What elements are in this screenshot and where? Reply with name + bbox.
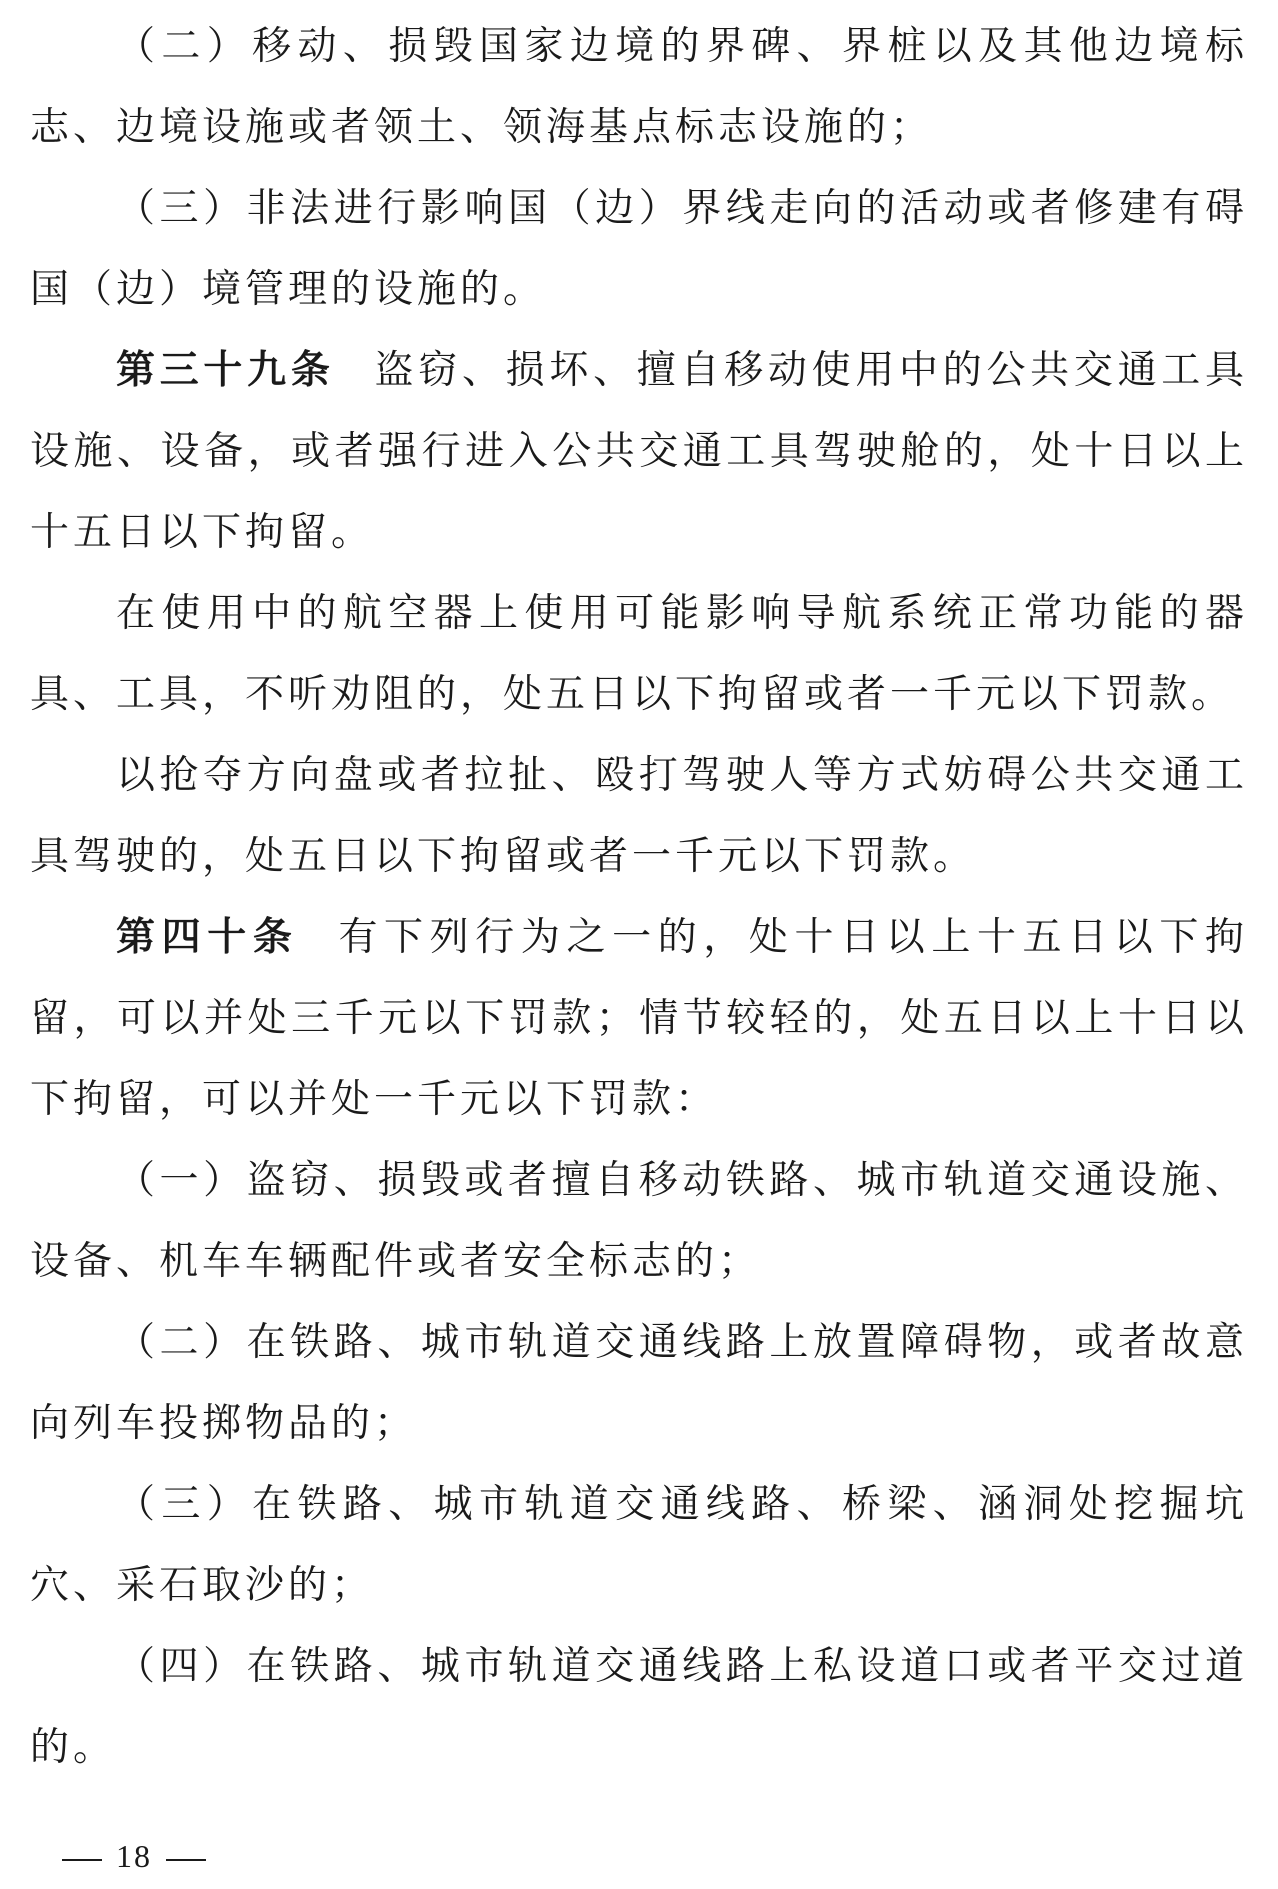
page-footer: [48, 1838, 220, 1875]
article-40-item-1: [30, 1140, 1248, 1302]
article-39-clause-2: [30, 573, 1248, 735]
paragraph-text: 在使用中的航空器上使用可能影响导航系统正常功能的器具、工具，不听劝阻的，处五日以下拘留或者一千元以下罚款。: [30, 591, 1248, 717]
document-body: [30, 6, 1248, 1788]
paragraph-text: （四）在铁路、城市轨道交通线路上私设道口或者平交过道的。: [30, 1644, 1248, 1770]
paragraph-text: （三）非法进行影响国（边）界线走向的活动或者修建有碍国（边）境管理的设施的。: [30, 186, 1248, 312]
footer-dash-left: [62, 1859, 102, 1861]
article-number: 第四十条: [116, 915, 299, 960]
article-39: [30, 330, 1248, 573]
article-40-item-3: [30, 1464, 1248, 1626]
footer-dash-right: [166, 1859, 206, 1861]
paragraph-text: （三）在铁路、城市轨道交通线路、桥梁、涵洞处挖掘坑穴、采石取沙的；: [30, 1482, 1248, 1608]
article-39-clause-3: [30, 735, 1248, 897]
article-40: [30, 897, 1248, 1140]
paragraph-text: （二）在铁路、城市轨道交通线路上放置障碍物，或者故意向列车投掷物品的；: [30, 1320, 1248, 1446]
paragraph-item-3: [30, 168, 1248, 330]
paragraph-text: 以抢夺方向盘或者拉扯、殴打驾驶人等方式妨碍公共交通工具驾驶的，处五日以下拘留或者一千元以下罚款。: [30, 753, 1248, 879]
article-number: 第三十九条: [116, 348, 335, 393]
paragraph-text: 有下列行为之一的，处十日以上十五日以下拘留，可以并处三千元以下罚款；情节较轻的，处五日以上十日以下拘留，可以并处一千元以下罚款：: [30, 915, 1248, 1122]
paragraph-item-2: [30, 6, 1248, 168]
paragraph-text: 盗窃、损坏、擅自移动使用中的公共交通工具设施、设备，或者强行进入公共交通工具驾驶舱的，处十日以上十五日以下拘留。: [30, 348, 1248, 555]
article-40-item-4: [30, 1626, 1248, 1788]
paragraph-text: （二）移动、损毁国家边境的界碑、界桩以及其他边境标志、边境设施或者领土、领海基点标志设施的；: [30, 24, 1248, 150]
page-number: 18: [116, 1838, 152, 1874]
article-40-item-2: [30, 1302, 1248, 1464]
paragraph-text: （一）盗窃、损毁或者擅自移动铁路、城市轨道交通设施、设备、机车车辆配件或者安全标志的；: [30, 1158, 1248, 1284]
